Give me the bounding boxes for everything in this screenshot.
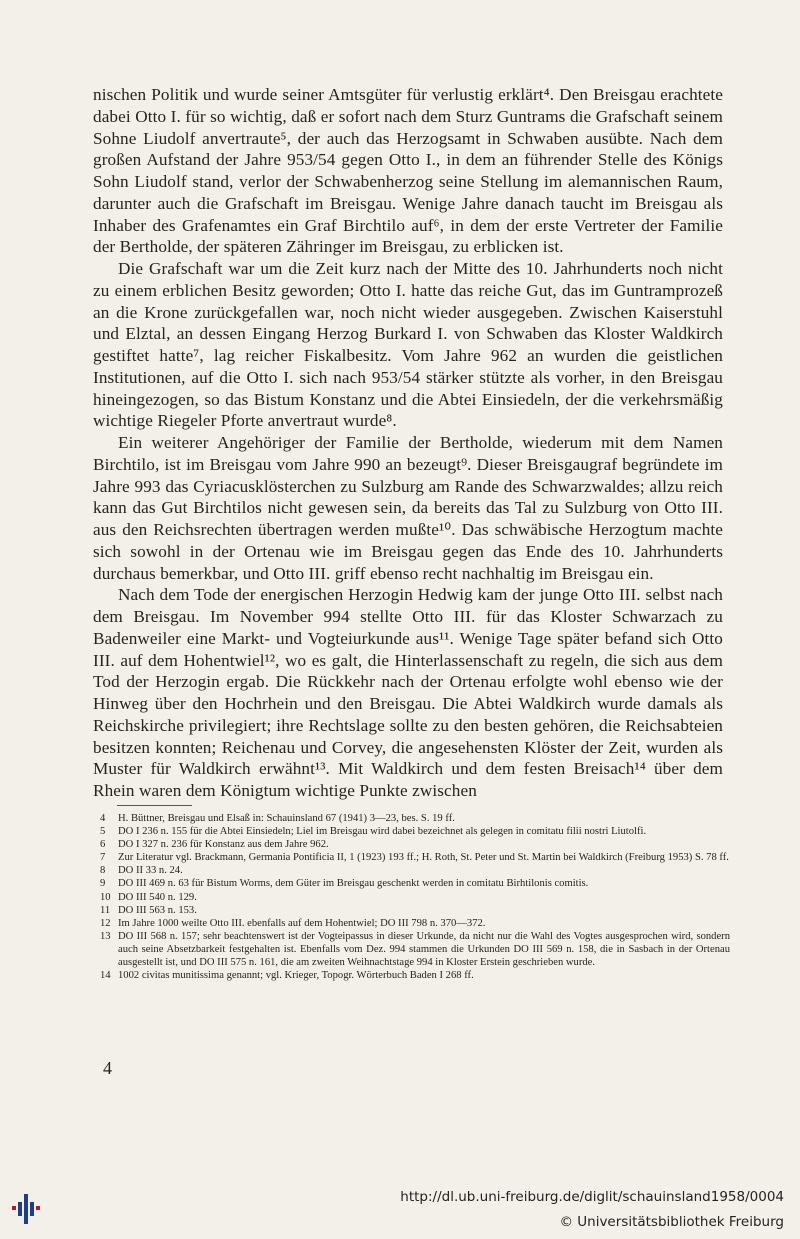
- footnote: [100, 825, 730, 838]
- paragraph-3: Ein weiterer Angehöriger der Familie der Bertholde, wiederum mit dem Namen Birchtilo, ist im Breisgau vom Jahre 990 an bezeugt⁹. Dieser Breisgaugraf begründete im Jahre 993 das Cyriacusklösterchen zu Sulzburg am Rande des Schwarzwaldes; allzu reich kann das Gut Birchtilos nicht gewesen sein, da bereits das Tal zu Sulzburg von Otto III. aus den Reichsrechten übertragen werden mußte¹⁰. Das schwäbische Herzogtum machte sich sowohl in der Ortenau wie im Breisgau gegen das Ende des 10. Jahrhunderts durchaus bemerkbar, und Otto III. griff ebenso recht nachhaltig im Breisgau ein.: [93, 433, 723, 583]
- footnote-text: DO II 33 n. 24.: [118, 865, 183, 877]
- footnote: [100, 851, 730, 864]
- footnote-number: 7: [100, 852, 106, 864]
- footnote-number: 11: [100, 904, 111, 916]
- footnote-text: DO I 327 n. 236 für Konstanz aus dem Jahre 962.: [118, 839, 329, 851]
- footnotes: [100, 812, 730, 982]
- footnote-number: 13: [100, 930, 111, 942]
- footnote-number: 14: [100, 970, 111, 982]
- footnote-number: 4: [100, 813, 106, 824]
- footnote-number: 6: [100, 839, 106, 851]
- ub-freiburg-logo-icon: [10, 1190, 52, 1232]
- footnote-text: DO I 236 n. 155 für die Abtei Einsiedeln; Liel im Breisgau wird dabei bezeichnet als gelegen in comitatu filii nostri Liutolfi.: [118, 826, 647, 838]
- footnote-text: DO III 563 n. 153.: [118, 904, 197, 916]
- footnote-number: 9: [100, 878, 106, 890]
- paragraph-4: Nach dem Tode der energischen Herzogin Hedwig kam der junge Otto III. selbst nach dem Breisgau. Im November 994 stellte Otto III. für das Kloster Schwarzach zu Badenweiler eine Markt- und Vogteiurkunde aus¹¹. Wenige Tage später befand sich Otto III. auf dem Hohentwiel¹², wo es galt, die Hinterlassenschaft zu regeln, die sich aus dem Tod der Herzogin ergab. Die Rückkehr nach der Ortenau erfolgte wohl ebenso wie der Hinweg über den Hochrhein und den Breisgau. Die Abtei Waldkirch wurde damals als Reichskirche privilegiert; ihre Rechtslage sollte zu den besten gehören, die Reichsabteien besitzen konnten; Reichenau und Corvey, die angesehensten Klöster der Zeit, wurden als Muster für Waldkirch erwähnt¹³. Mit Waldkirch und dem festen Breisach¹⁴ über dem Rhein waren dem Königtum wichtige Punkte zwischen: [93, 585, 723, 800]
- footnote-text: 1002 civitas munitissima genannt; vgl. Krieger, Topogr. Wörterbuch Baden I 268 ff.: [118, 970, 474, 982]
- footnote-number: 8: [100, 865, 106, 877]
- footnote: [100, 930, 730, 969]
- footnote-text: Zur Literatur vgl. Brackmann, Germania Pontificia II, 1 (1923) 193 ff.; H. Roth, St. Peter und St. Martin bei Waldkirch (Freiburg 1953) S. 78 ff.: [118, 852, 729, 864]
- source-url-link[interactable]: http://dl.ub.uni-freiburg.de/diglit/schauinsland1958/0004: [400, 1189, 784, 1205]
- footnote-number: 12: [100, 917, 111, 929]
- footnote: [100, 877, 730, 890]
- paragraph-2: Die Grafschaft war um die Zeit kurz nach der Mitte des 10. Jahrhunderts noch nicht zu einem erblichen Besitz geworden; Otto I. hatte das reiche Gut, das im Guntramprozeß an die Krone zurückgefallen war, noch nicht wieder ausgegeben. Zwischen Kaiserstuhl und Elztal, an dessen Eingang Herzog Burkard I. von Schwaben das Kloster Waldkirch gestiftet hatte⁷, lag reicher Fiskalbesitz. Vom Jahre 962 an wurden die geistlichen Institutionen, auf die Otto I. sich nach 953/54 stärker stützte als vorher, in den Breisgau hineingezogen, so das Bistum Konstanz und die Abtei Einsiedeln, der die verkehrsmäßig wichtige Riegeler Pforte anvertraut wurde⁸.: [93, 259, 723, 431]
- footnote-number: 5: [100, 826, 106, 838]
- footnote: [100, 891, 730, 904]
- footnote-number: 10: [100, 891, 111, 903]
- footnote: [100, 864, 730, 877]
- footnote-text: DO III 540 n. 129.: [118, 891, 197, 903]
- page-number: 4: [103, 1058, 112, 1078]
- footnote-divider: [117, 805, 192, 806]
- copyright-notice: © Universitätsbibliothek Freiburg: [559, 1214, 784, 1230]
- footnote-text: DO III 568 n. 157; sehr beachtenswert ist der Vogteipassus in dieser Urkunde, da nicht nur die Wahl des Vogtes ausgesprochen wird, sondern auch seine Absetzbarkeit festgehalten ist. Ebenfalls vom Dez. 994 stammen die Urkunden DO III 569 n. 158, die in Sasbach in der Ortenau ausgestellt ist, und DO III 575 n. 161, die am zweiten Weihnachtstage 994 in Kloster Erstein geschrieben wurde.: [118, 930, 730, 969]
- footnote: [100, 838, 730, 851]
- paragraph-1: nischen Politik und wurde seiner Amtsgüter für verlustig erklärt⁴. Den Breisgau erachtete dabei Otto I. für so wichtig, daß er sofort nach dem Sturz Guntrams die Grafschaft seinem Sohne Liudolf anvertraute⁵, der auch das Herzogsamt in Schwaben ausübte. Nach dem großen Aufstand der Jahre 953/54 gegen Otto I., in dem an führender Stelle des Königs Sohn Liudolf stand, verlor der Schwabenherzog seine Stellung im alemannischen Raum, darunter auch die Grafschaft im Breisgau. Wenige Jahre danach taucht im Breisgau als Inhaber des Grafenamtes ein Graf Birchtilo auf⁶, in dem der erste Vertreter der Familie der Bertholde, der späteren Zähringer im Breisgau, zu erblicken ist.: [93, 85, 723, 257]
- footnote-text: DO III 469 n. 63 für Bistum Worms, dem Güter im Breisgau geschenkt werden in comitatu Birhtilonis comitis.: [118, 878, 589, 890]
- footnote: [100, 917, 730, 930]
- footnote: [100, 969, 730, 982]
- footnote-text: H. Büttner, Breisgau und Elsaß in: Schauinsland 67 (1941) 3—23, bes. S. 19 ff.: [118, 813, 455, 824]
- footnote: [100, 904, 730, 917]
- footnote: [100, 812, 730, 825]
- body-text: [93, 84, 723, 802]
- footnote-text: Im Jahre 1000 weilte Otto III. ebenfalls auf dem Hohentwiel; DO III 798 n. 370—372.: [118, 917, 486, 929]
